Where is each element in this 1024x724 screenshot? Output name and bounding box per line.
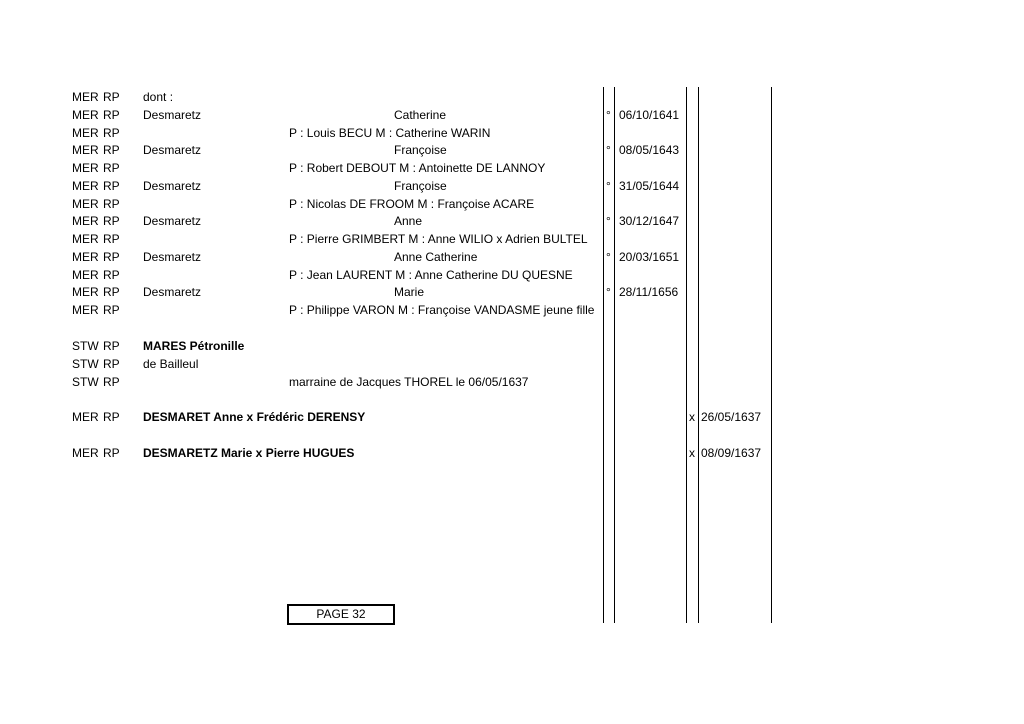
record-rp: RP <box>103 410 120 424</box>
record-note: P : Nicolas DE FROOM M : Françoise ACARE <box>289 197 535 211</box>
record-mark2: x <box>689 446 695 460</box>
record-name: Desmaretz <box>143 108 202 122</box>
record-name: Desmaretz <box>143 179 202 193</box>
record-rp: RP <box>103 232 120 246</box>
record-given: Catherine <box>394 108 447 122</box>
record-row <box>0 124 1024 142</box>
record-rp: RP <box>103 375 120 389</box>
record-code: MER <box>72 285 99 299</box>
record-mark1: ° <box>606 108 611 122</box>
record-date1: 30/12/1647 <box>619 214 680 228</box>
record-name: Desmaretz <box>143 214 202 228</box>
record-name: Desmaretz <box>143 143 202 157</box>
record-row <box>0 337 1024 355</box>
record-name: dont : <box>143 90 174 104</box>
record-date1: 28/11/1656 <box>619 285 679 299</box>
record-code: MER <box>72 108 99 122</box>
record-code: STW <box>72 339 99 353</box>
record-code: MER <box>72 303 99 317</box>
record-rp: RP <box>103 126 120 140</box>
record-mark1: ° <box>606 214 611 228</box>
record-rp: RP <box>103 446 120 460</box>
record-row <box>0 141 1024 159</box>
record-row <box>0 283 1024 301</box>
record-code: MER <box>72 161 99 175</box>
record-mark1: ° <box>606 250 611 264</box>
record-row <box>0 106 1024 124</box>
record-code: MER <box>72 268 99 282</box>
record-name: DESMARETZ Marie x Pierre HUGUES <box>143 446 355 460</box>
record-code: MER <box>72 90 99 104</box>
record-name: MARES Pétronille <box>143 339 245 353</box>
record-row <box>0 195 1024 213</box>
record-code: MER <box>72 250 99 264</box>
record-row <box>0 355 1024 373</box>
record-code: MER <box>72 232 99 246</box>
record-code: STW <box>72 357 99 371</box>
record-rp: RP <box>103 357 120 371</box>
page-number-label: PAGE 32 <box>316 607 366 621</box>
record-rp: RP <box>103 197 120 211</box>
record-date2: 26/05/1637 <box>701 410 762 424</box>
record-given: Anne <box>394 214 423 228</box>
record-code: MER <box>72 410 99 424</box>
record-code: MER <box>72 446 99 460</box>
record-row <box>0 230 1024 248</box>
record-code: MER <box>72 197 99 211</box>
record-date1: 06/10/1641 <box>619 108 680 122</box>
page-number-box <box>287 604 395 625</box>
record-rp: RP <box>103 339 120 353</box>
record-rp: RP <box>103 90 120 104</box>
record-note: P : Louis BECU M : Catherine WARIN <box>289 126 491 140</box>
record-row <box>0 212 1024 230</box>
record-row <box>0 444 1024 462</box>
record-note: marraine de Jacques THOREL le 06/05/1637 <box>289 375 529 389</box>
record-given: Françoise <box>394 179 447 193</box>
record-note: P : Jean LAURENT M : Anne Catherine DU QUESNE <box>289 268 573 282</box>
record-rp: RP <box>103 303 120 317</box>
record-rp: RP <box>103 285 120 299</box>
record-code: MER <box>72 214 99 228</box>
record-rp: RP <box>103 108 120 122</box>
record-row <box>0 248 1024 266</box>
record-note: P : Robert DEBOUT M : Antoinette DE LANNOY <box>289 161 546 175</box>
record-name: DESMARET Anne x Frédéric DERENSY <box>143 410 366 424</box>
record-name: de Bailleul <box>143 357 199 371</box>
record-note: P : Pierre GRIMBERT M : Anne WILIO x Adrien BULTEL <box>289 232 588 246</box>
record-row <box>0 177 1024 195</box>
record-row <box>0 266 1024 284</box>
record-mark1: ° <box>606 179 611 193</box>
record-given: Marie <box>394 285 425 299</box>
record-date1: 20/03/1651 <box>619 250 680 264</box>
record-row <box>0 159 1024 177</box>
record-code: MER <box>72 143 99 157</box>
record-note: P : Philippe VARON M : Françoise VANDASME jeune fille <box>289 303 595 317</box>
record-date1: 31/05/1644 <box>619 179 680 193</box>
record-name: Desmaretz <box>143 250 202 264</box>
record-row <box>0 408 1024 426</box>
record-rp: RP <box>103 250 120 264</box>
record-rp: RP <box>103 161 120 175</box>
record-name: Desmaretz <box>143 285 202 299</box>
record-mark1: ° <box>606 285 611 299</box>
record-code: MER <box>72 126 99 140</box>
record-row <box>0 301 1024 319</box>
record-rp: RP <box>103 214 120 228</box>
record-rp: RP <box>103 179 120 193</box>
record-code: MER <box>72 179 99 193</box>
record-given: Françoise <box>394 143 447 157</box>
record-rp: RP <box>103 143 120 157</box>
record-row <box>0 373 1024 391</box>
record-mark2: x <box>689 410 695 424</box>
record-mark1: ° <box>606 143 611 157</box>
record-rp: RP <box>103 268 120 282</box>
record-date2: 08/09/1637 <box>701 446 762 460</box>
record-row <box>0 88 1024 106</box>
record-date1: 08/05/1643 <box>619 143 680 157</box>
record-code: STW <box>72 375 99 389</box>
record-given: Anne Catherine <box>394 250 478 264</box>
